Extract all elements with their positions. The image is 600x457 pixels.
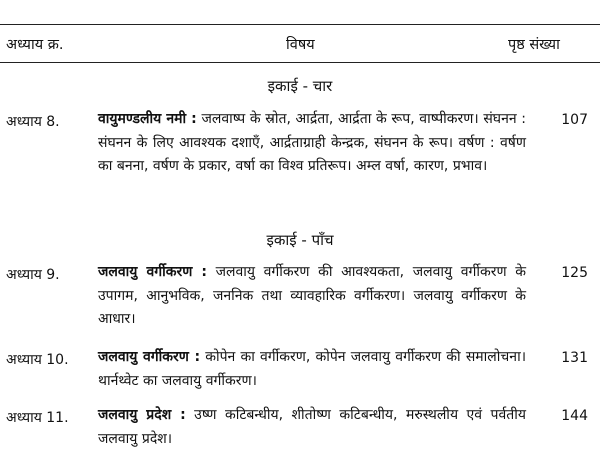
chapter-topics: जलवायु वर्गीकरण की आवश्यकता, जलवायु वर्गीकरण के उपागम, आनुभविक, जननिक तथा व्यावहारिक वर्गीकरण। जलवायु वर्गीकरण के आधार। <box>98 264 526 327</box>
chapter-description <box>98 346 526 393</box>
chapter-page: 144 <box>561 408 588 424</box>
chapter-topics: जलवाष्प के स्रोत, आर्द्रता, आर्द्रता के रूप, वाष्पीकरण। संघनन : संघनन के लिए आवश्यक दशाएँ, आर्द्रताग्राही केन्द्रक, संघनन के रूप। वर्षण : वर्षण का बनना, वर्षण के प्रकार, वर्षा का विश्व प्रतिरूप। अम्ल वर्षा, कारण, प्रभाव। <box>98 111 526 174</box>
header-subject: विषय <box>286 37 315 53</box>
chapter-page: 131 <box>561 350 588 366</box>
chapter-title: जलवायु वर्गीकरण : <box>98 264 207 280</box>
top-rule <box>0 24 600 25</box>
header-page: पृष्ठ संख्या <box>508 37 560 53</box>
chapter-number: अध्याय 9. <box>6 267 60 283</box>
chapter-title: जलवायु वर्गीकरण : <box>98 349 201 365</box>
chapter-number: अध्याय 11. <box>6 410 69 426</box>
chapter-topics: उष्ण कटिबन्धीय, शीतोष्ण कटिबन्धीय, मरुस्थलीय एवं पर्वतीय जलवायु प्रदेश। <box>98 407 526 447</box>
chapter-description <box>98 261 526 332</box>
chapter-page: 125 <box>561 265 588 281</box>
chapter-description <box>98 404 526 451</box>
header-chapter: अध्याय क्र. <box>6 37 64 53</box>
chapter-number: अध्याय 8. <box>6 114 60 130</box>
unit-heading: इकाई - चार <box>267 77 333 95</box>
chapter-description <box>98 108 526 179</box>
chapter-page: 107 <box>561 112 588 128</box>
unit-heading: इकाई - पाँच <box>266 231 334 249</box>
header-rule <box>0 62 600 63</box>
chapter-number: अध्याय 10. <box>6 352 69 368</box>
chapter-title: जलवायु प्रदेश : <box>98 407 186 423</box>
chapter-title: वायुमण्डलीय नमी : <box>98 111 197 127</box>
chapter-topics: कोपेन का वर्गीकरण, कोपेन जलवायु वर्गीकरण की समालोचना। थार्नथ्वेट का जलवायु वर्गीकरण। <box>98 349 526 389</box>
